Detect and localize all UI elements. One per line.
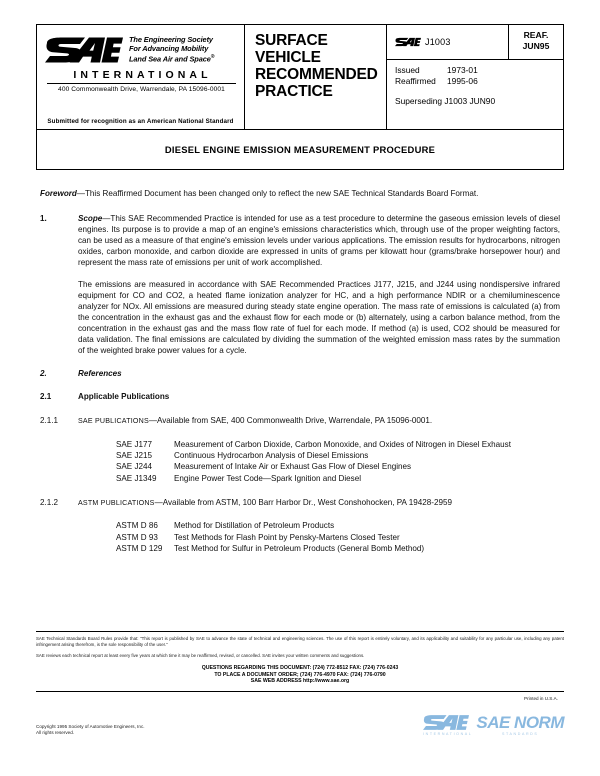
copyright-block (36, 724, 145, 736)
scope-paragraph-2: The emissions are measured in accordance with SAE Recommended Practices J177, J215, and J244 using nondispersive infrared equipment for CO and CO2, a heated flame ionization analyzer for HC, and a high performance NDIR or a chemiluminescence analyzer for NOx. All emissions are measured during steady state engine operation. The mass rate of emissions is calculated (a) from the concentration in the exhaust gas and the exhaust flow for each mode or (b) alternately, using a carbon balance method, from the concentration in the exhaust gas and the mass flow rate of fuel for each mode. If method (a) is used, CO2 should be measured for data validation. The final emissions are calculated by dividing the summation of the weighted emission mass rates by the summation of the weighted brake power values for a cycle. (78, 279, 560, 356)
reference-id: ASTM D 129 (116, 544, 163, 554)
document-body (36, 170, 564, 554)
document-metadata-block (387, 25, 563, 129)
printed-and-watermark (404, 696, 564, 736)
astm-pubs-source: —Available from ASTM, 100 Barr Harbor Dr., West Conshohocken, PA 19428-2959 (154, 498, 452, 508)
document-sheet (36, 24, 564, 736)
reaffirmed-value: 1995-06 (447, 76, 478, 86)
list-item (116, 450, 560, 461)
contact-questions-line: QUESTIONS REGARDING THIS DOCUMENT: (724) 772-8512 FAX: (724) 776-0243 (201, 665, 399, 672)
reference-id: ASTM D 86 (116, 521, 158, 531)
applicable-label: Applicable Publications (78, 392, 170, 402)
footer-review-note: SAE reviews each technical report at least every five years at which time it may be reaffirmed, revised, or cancelled. SAE invites your written comments and suggestions. (36, 652, 365, 658)
astm-pubs-heading-text (78, 497, 560, 509)
references-number: 2. (40, 369, 47, 379)
tagline-line-2: For Advancing Mobility (129, 43, 209, 53)
reference-description: Method for Distillation of Petroleum Products (174, 521, 335, 531)
sae-logo-icon (45, 37, 123, 68)
scope-section (40, 213, 560, 268)
sae-publications-list (116, 439, 560, 485)
reference-id: SAE J215 (116, 450, 152, 460)
printed-in-label: Printed in U.S.A. (524, 696, 558, 701)
sae-norm-watermark (423, 714, 564, 736)
reference-description: Continuous Hydrocarbon Analysis of Diesel Emissions (174, 450, 369, 460)
sae-identity-block (37, 25, 245, 129)
scope-body (78, 213, 560, 268)
sae-international-wordmark: INTERNATIONAL (73, 69, 212, 81)
astm-publications-head (40, 497, 560, 509)
list-item (116, 543, 560, 554)
reaffirmed-row (395, 76, 563, 87)
reference-description: Measurement of Carbon Dioxide, Carbon Monoxide, and Oxides of Nitrogen in Diesel Exhaust (174, 439, 511, 449)
footer-disclaimer: SAE Technical Standards Board Rules provide that: "This report is published by SAE to advance the state of technical and engineering sciences. The use of this report is entirely voluntary, and its applicability and suitability for any particular use, including any patent infringement arising therefrom, is the sole responsibility of the user." (36, 636, 564, 648)
footer-bottom-divider (36, 691, 564, 692)
references-section-head (40, 368, 560, 379)
reference-id: SAE J177 (116, 439, 152, 449)
document-footer (36, 631, 564, 736)
astm-pubs-label: ASTM PUBLICATIONS (78, 499, 155, 508)
foreword-paragraph (40, 188, 560, 199)
document-header (36, 24, 564, 130)
reference-description: Measurement of Intake Air or Exhaust Gas Flow of Diesel Engines (174, 462, 412, 472)
document-title-box (36, 130, 564, 170)
tagline-line-1: The Engineering Society (129, 35, 213, 44)
document-number-cell (387, 25, 509, 59)
scope-number: 1. (40, 214, 47, 224)
reference-id: ASTM D 93 (116, 532, 158, 542)
watermark-logo-subtitle: INTERNATIONAL (423, 732, 473, 736)
reference-id: SAE J1349 (116, 473, 157, 483)
astm-pubs-number: 2.1.2 (40, 498, 59, 508)
footer-top-divider (36, 631, 564, 632)
watermark-wordmark: SAE NORM (476, 713, 564, 732)
list-item (116, 473, 560, 484)
sae-address: 400 Commonwealth Drive, Warrendale, PA 15096-0001 (58, 86, 225, 93)
page-title: DIESEL ENGINE EMISSION MEASUREMENT PROCEDURE (164, 144, 436, 155)
publication-type-line-3: RECOMMENDED (255, 66, 378, 83)
dates-cell (387, 60, 563, 129)
contact-web-line[interactable]: SAE WEB ADDRESS http://www.sae.org (250, 678, 350, 685)
sae-tagline (129, 35, 214, 64)
issued-value: 1973-01 (447, 65, 478, 75)
sae-watermark-logo-icon (423, 714, 469, 731)
reaffirmed-label: Reaffirmed (395, 76, 436, 86)
reference-id: SAE J244 (116, 462, 152, 472)
publication-type-line-4: PRACTICE (255, 83, 333, 100)
header-divider (47, 83, 236, 84)
footer-contact-block (36, 665, 564, 685)
scope-label: Scope (78, 214, 103, 224)
list-item (116, 532, 560, 543)
foreword-text: —This Reaffirmed Document has been changed only to reflect the new SAE Technical Standards Board Format. (76, 189, 479, 198)
reference-description: Test Method for Sulfur in Petroleum Products (General Bomb Method) (174, 544, 425, 554)
issued-label: Issued (395, 65, 420, 75)
issued-row (395, 65, 563, 76)
applicable-number: 2.1 (40, 392, 52, 402)
reference-description: Test Methods for Flash Point by Pensky-Martens Closed Tester (174, 532, 400, 542)
astm-publications-list (116, 520, 560, 554)
foreword-label: Foreword (40, 189, 77, 198)
list-item (116, 520, 560, 531)
publication-type-line-2: VEHICLE (255, 49, 321, 66)
list-item (116, 439, 560, 450)
watermark-wordmark-subtitle: STANDARDS (502, 732, 539, 736)
superseding-note: Superseding J1003 JUN90 (395, 96, 496, 106)
revision-date: JUN95 (522, 40, 550, 51)
revision-status-cell (509, 25, 563, 59)
sae-pubs-source: —Available from SAE, 400 Commonwealth Drive, Warrendale, PA 15096-0001. (148, 416, 433, 426)
references-label: References (78, 369, 122, 379)
footer-bottom-row (36, 696, 564, 736)
sae-pubs-label: SAE PUBLICATIONS (78, 417, 149, 426)
applicable-publications-head (40, 391, 560, 402)
ansi-submission-note: Submitted for recognition as an American National Standard (47, 118, 234, 125)
tagline-line-3: Land Sea Air and Space (129, 54, 211, 64)
scope-text: —This SAE Recommended Practice is intended for use as a test procedure to determine the gaseous emission levels of diesel engines. Its purpose is to provide a map of an engine's emissions characteristics which, through use of the proper weighting factors, can be used as a measure of that engine's emission levels under various applications. The emission results for hydrocarbons, nitrogen oxides, carbon monoxide, and carbon dioxide are expressed in units of grams per kilowatt hour (grams/brake horsepower hour) and represent the mass rate of emissions per unit of work accomplished. (78, 214, 560, 268)
reference-description: Engine Power Test Code—Spark Ignition and Diesel (174, 473, 362, 483)
registered-mark-icon: ® (210, 54, 215, 61)
publication-type-line-1: SURFACE (255, 32, 328, 49)
revision-type: REAF. (523, 30, 549, 40)
list-item (116, 461, 560, 472)
publication-type-title (245, 25, 387, 129)
copyright-line-2: All rights reserved. (36, 730, 75, 735)
sae-pubs-heading-text (78, 415, 560, 427)
document-number: J1003 (425, 37, 451, 47)
sae-pubs-number: 2.1.1 (40, 416, 59, 426)
copyright-line-1: Copyright 1995 Society of Automotive Engineers, Inc. (36, 724, 145, 729)
sae-small-logo-icon (395, 37, 421, 47)
contact-order-line: TO PLACE A DOCUMENT ORDER; (724) 776-4970 FAX: (724) 776-0790 (214, 671, 386, 678)
sae-publications-head (40, 415, 560, 427)
